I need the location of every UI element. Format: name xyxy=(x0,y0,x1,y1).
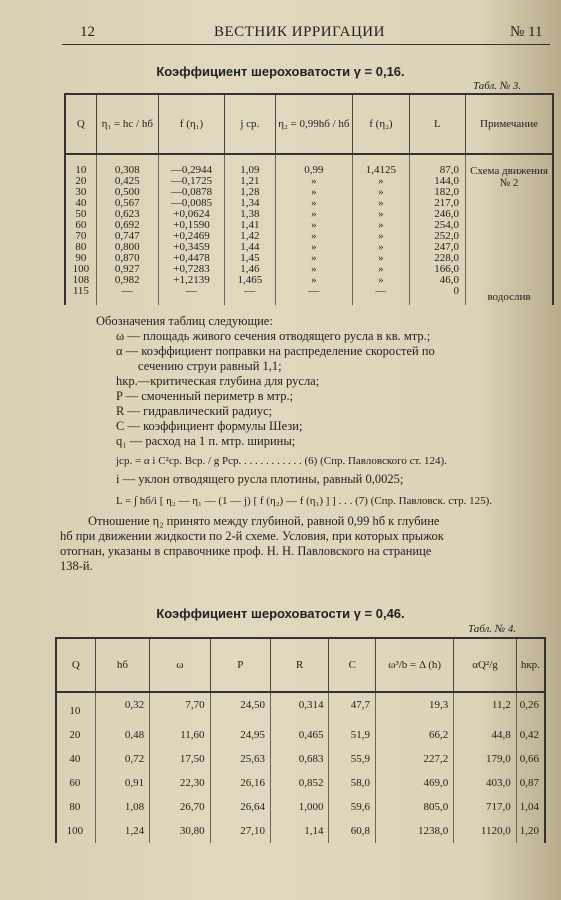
table-row: 100 1,24 30,80 27,10 1,14 60,8 1238,0 1120,0 1,20 xyxy=(56,819,545,843)
eta2-column: 0,99 » » » » » » » » » » — xyxy=(275,154,353,305)
col-f-eta2: f (η₂) xyxy=(353,94,409,154)
note-column xyxy=(466,154,554,305)
note-alpha-cont: сечению струи равный 1,1; xyxy=(138,359,282,373)
col2-delta: ω³/b = Δ (h) xyxy=(376,638,454,692)
legend-notes xyxy=(60,314,555,574)
table-row: 60 0,91 22,30 26,16 0,852 58,0 469,0 403,0 0,87 xyxy=(56,771,545,795)
table-row: 80 1,08 26,70 26,64 1,000 59,6 805,0 717,0 1,04 xyxy=(56,795,545,819)
page-number: 12 xyxy=(80,24,95,40)
table-3 xyxy=(64,93,554,305)
para-line-1: Отношение η₂ принято между глубиной, равной 0,99 hб к глубине xyxy=(88,514,440,528)
L-column: 87,0 144,0 182,0 217,0 246,0 254,0 252,0 247,0 228,0 166,0 46,0 0 xyxy=(409,154,465,305)
col-eta1: η₁ = hc / hб xyxy=(96,94,158,154)
para-line-3: отогнан, указаны в справочнике проф. Н. Н. Павловского на странице xyxy=(60,544,432,558)
table2-title: Коэффициент шероховатости γ = 0,46. xyxy=(156,606,405,621)
header-rule xyxy=(62,44,550,45)
table2-label: Табл. № 4. xyxy=(468,623,517,635)
note-q1: q₁ — расход на 1 п. мтр. ширины; xyxy=(116,434,296,448)
running-header xyxy=(60,24,550,42)
formula-7: L = ∫ hб/i [ η₂ — η₁ — (1 — j) [ f (η₂) — f (η₁) ] ] . . . (7) (Спр. Павловск. стр. 125). xyxy=(116,495,493,507)
note-r: R — гидравлический радиус; xyxy=(116,404,273,418)
table-4 xyxy=(55,637,546,843)
col2-q: Q xyxy=(56,638,95,692)
col2-r: R xyxy=(270,638,328,692)
f-eta1-column: —0,2944 —0,1725 —0,0878 —0,0085 +0,0624 +0,1590 +0,2469 +0,3459 +0,4478 +0,7283 +1,2139 — xyxy=(158,154,224,305)
col-note: Примечание xyxy=(466,94,554,154)
table-row: 10 0,32 7,70 24,50 0,314 47,7 19,3 11,2 0,26 xyxy=(56,692,545,723)
col-j: j ср. xyxy=(225,94,275,154)
notes-intro: Обозначения таблиц следующие: xyxy=(96,314,273,328)
col2-hb: hб xyxy=(95,638,149,692)
formula-6: jср. = α i C²ср. Bср. / g Pср. . . . . . . . . . . . (6) (Спр. Павловского ст. 124). xyxy=(116,455,447,467)
eta1-column: 0,308 0,425 0,500 0,567 0,623 0,692 0,747 0,800 0,870 0,927 0,982 — xyxy=(96,154,158,305)
note-p: P — смоченный периметр в мтр.; xyxy=(116,389,294,403)
col2-aq2g: αQ²/g xyxy=(454,638,517,692)
table-row: 20 0,48 11,60 24,95 0,465 51,9 66,2 44,8 0,42 xyxy=(56,723,545,747)
table1-label: Табл. № 3. xyxy=(473,80,522,92)
para-line-4: 138-й. xyxy=(60,559,93,573)
col2-c: C xyxy=(329,638,376,692)
para-line-2: hб при движении жидкости по 2-й схеме. Условия, при которых прыжок xyxy=(60,529,444,543)
journal-title: ВЕСТНИК ИРРИГАЦИИ xyxy=(214,24,385,40)
note-scheme: Схема движения № 2 xyxy=(470,165,548,189)
table1-title: Коэффициент шероховатости γ = 0,16. xyxy=(156,64,405,79)
col2-hkr: hкр. xyxy=(516,638,545,692)
col2-omega: ω xyxy=(150,638,210,692)
col-eta2: η₂ = 0,99hб / hб xyxy=(275,94,353,154)
note-c: C — коэффициент формулы Шези; xyxy=(116,419,303,433)
col-q: Q xyxy=(65,94,96,154)
col-f-eta1: f (η₁) xyxy=(158,94,224,154)
note-i: i — уклон отводящего русла плотины, равный 0,0025; xyxy=(116,472,404,486)
j-column: 1,09 1,21 1,28 1,34 1,38 1,41 1,42 1,44 1,45 1,46 1,465 — xyxy=(225,154,275,305)
table-row: 40 0,72 17,50 25,63 0,683 55,9 227,2 179,0 0,66 xyxy=(56,747,545,771)
col-L: L xyxy=(409,94,465,154)
issue-number: № 11 xyxy=(510,24,543,40)
note-spillway: водослив xyxy=(487,291,531,303)
col2-p: P xyxy=(210,638,270,692)
q-column: 10 20 30 40 50 60 70 80 90 100 108 115 xyxy=(65,154,96,305)
note-hkr: hкр.—критическая глубина для русла; xyxy=(116,374,320,388)
note-omega: ω — площадь живого сечения отводящего русла в кв. мтр.; xyxy=(116,329,431,343)
f-eta2-column: 1,4125 » » » » » » » » » » — xyxy=(353,154,409,305)
note-alpha: α — коэффициент поправки на распределение скоростей по xyxy=(116,344,435,358)
